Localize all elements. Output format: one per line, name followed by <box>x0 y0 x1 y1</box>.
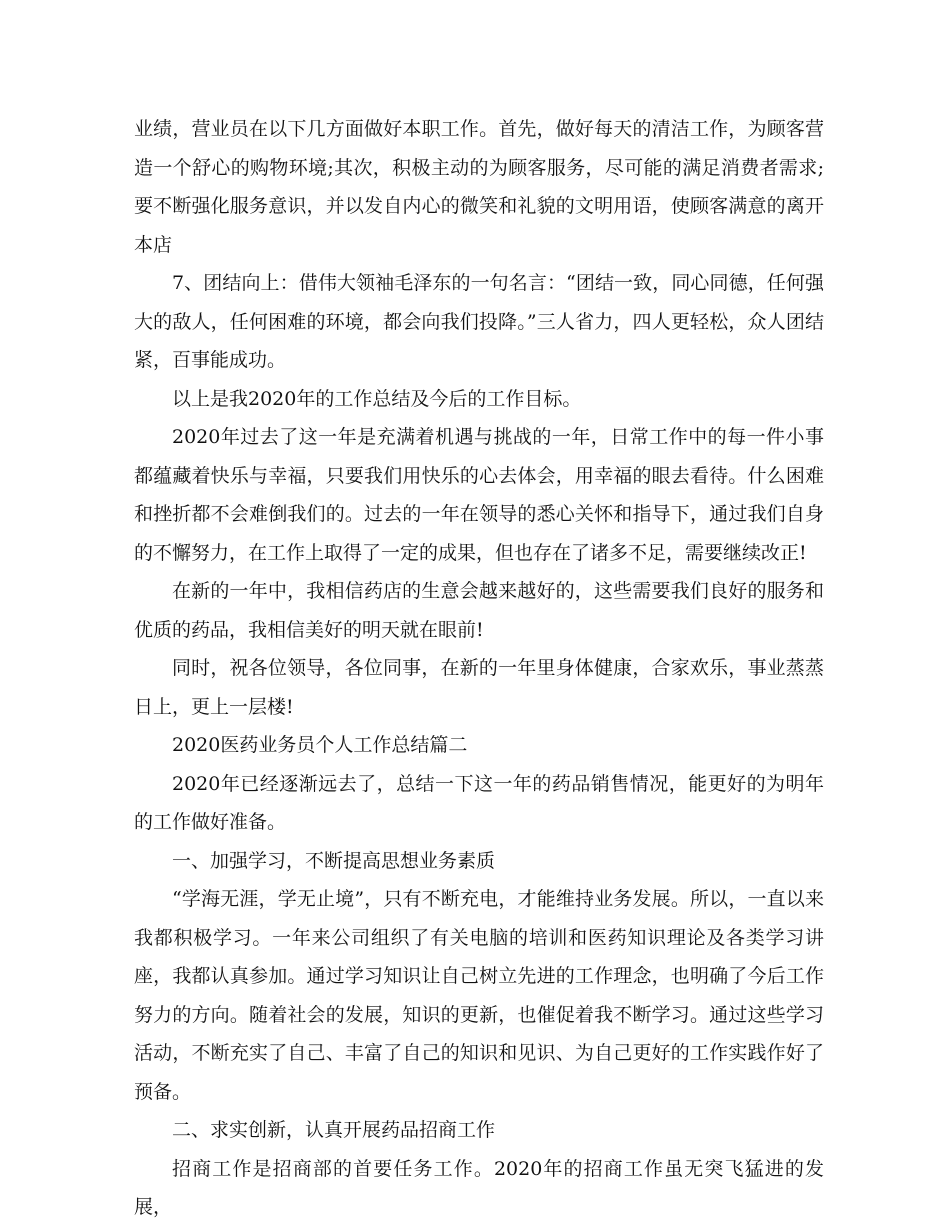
paragraph-study: “学海无涯，学无止境”，只有不断充电，才能维持业务发展。所以，一直以来我都积极学习。一年来公司组织了有关电脑的培训和医药知识理论及各类学习讲座，我都认真参加。通过学习知识让自己树立先进的工作理念，也明确了今后工作努力的方向。随着社会的发展，知识的更新，也催促着我不断学习。通过这些学习活动，不断充实了自己、丰富了自己的知识和见识、为自己更好的工作实践作好了预备。 <box>134 888 824 1103</box>
paragraph-unity: 7、团结向上：借伟大领袖毛泽东的一句名言：“团结一致，同心同德，任何强大的敌人，任何困难的环境，都会向我们投降。”三人省力，四人更轻松，众人团结紧，百事能成功。 <box>134 272 824 371</box>
paragraph-service-duties: 业绩，营业员在以下几方面做好本职工作。首先，做好每天的清洁工作，为顾客营造一个舒心的购物环境;其次，积极主动的为顾客服务，尽可能的满足消费者需求;要不断强化服务意识，并以发自内心的微笑和礼貌的文明用语，使顾客满意的离开本店 <box>134 118 824 256</box>
section-title-part-two: 2020医药业务员个人工作总结篇二 <box>172 734 468 756</box>
paragraph-investment-promotion: 招商工作是招商部的首要任务工作。2020年的招商工作虽无突飞猛进的发展， <box>134 1157 824 1218</box>
paragraph-year-review: 2020年过去了这一年是充满着机遇与挑战的一年，日常工作中的每一件小事都蕴藏着快乐与幸福，只要我们用快乐的心去体会，用幸福的眼去看待。什么困难和挫折都不会难倒我们的。过去的一年在领导的悉心关怀和指导下，通过我们自身的不懈努力，在工作上取得了一定的成果，但也存在了诸多不足，需要继续改正! <box>134 426 824 564</box>
document-body <box>134 110 824 1227</box>
paragraph-wishes: 同时，祝各位领导，各位同事，在新的一年里身体健康，合家欢乐，事业蒸蒸日上，更上一层楼! <box>134 657 824 718</box>
paragraph-summary-goals: 以上是我2020年的工作总结及今后的工作目标。 <box>172 387 582 410</box>
paragraph-new-year-outlook: 在新的一年中，我相信药店的生意会越来越好的，这些需要我们良好的服务和优质的药品，我相信美好的明天就在眼前! <box>134 580 824 641</box>
heading-investment-promotion: 二、求实创新，认真开展药品招商工作 <box>172 1119 496 1141</box>
paragraph-sales-intro: 2020年已经逐渐远去了，总结一下这一年的药品销售情况，能更好的为明年的工作做好准备。 <box>134 772 824 833</box>
heading-study: 一、加强学习，不断提高思想业务素质 <box>172 849 496 872</box>
